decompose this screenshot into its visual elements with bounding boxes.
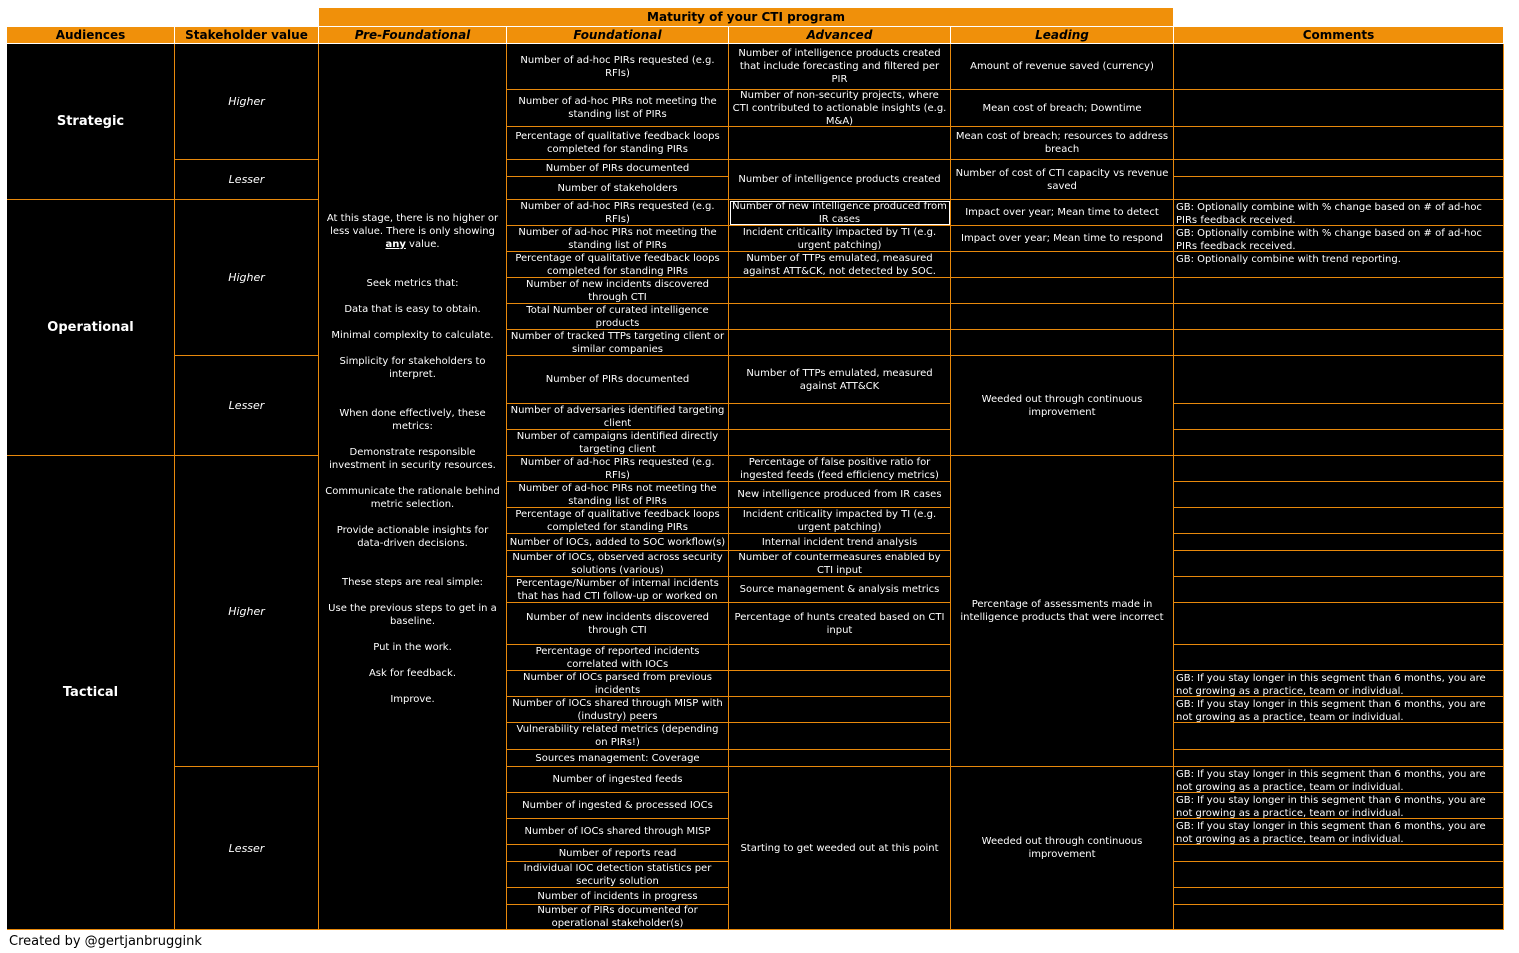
foundational-metric: Number of incidents in progress bbox=[507, 888, 729, 905]
foundational-metric: Number of campaigns identified directly targeting client bbox=[507, 430, 729, 456]
advanced-metric bbox=[729, 723, 951, 750]
intro-emphasis: any bbox=[385, 239, 406, 250]
foundational-metric: Number of new incidents discovered through CTI bbox=[507, 278, 729, 304]
advanced-metric: Number of intelligence products created bbox=[729, 160, 951, 200]
comment-cell: GB: Optionally combine with % change based on # of ad-hoc PIRs feedback received. bbox=[1174, 200, 1504, 226]
advanced-metric: Internal incident trend analysis bbox=[729, 534, 951, 551]
foundational-metric: Percentage/Number of internal incidents that has had CTI follow-up or worked on bbox=[507, 577, 729, 603]
leading-metric: Number of cost of CTI capacity vs revenue saved bbox=[951, 160, 1174, 200]
intro-end: value. bbox=[405, 239, 440, 250]
foundational-metric: Total Number of curated intelligence products bbox=[507, 304, 729, 330]
foundational-metric: Vulnerability related metrics (depending on PIRs!) bbox=[507, 723, 729, 750]
leading-metric: Amount of revenue saved (currency) bbox=[951, 44, 1174, 90]
value-strategic-lesser: Lesser bbox=[175, 160, 319, 200]
seek-item-2: Minimal complexity to calculate. bbox=[331, 330, 494, 341]
step-item-2: Put in the work. bbox=[373, 642, 452, 653]
effective-item-1: Demonstrate responsible investment in security resources. bbox=[329, 447, 496, 471]
effective-item-2: Communicate the rationale behind metric selection. bbox=[325, 486, 500, 510]
seek-item-3: Simplicity for stakeholders to interpret. bbox=[339, 356, 486, 380]
comment-cell-empty bbox=[1174, 456, 1504, 482]
value-operational-higher: Higher bbox=[175, 200, 319, 356]
effective-item-3: Provide actionable insights for data-driven decisions. bbox=[336, 525, 489, 549]
comment-cell-empty bbox=[1174, 278, 1504, 304]
advanced-metric: Source management & analysis metrics bbox=[729, 577, 951, 603]
leading-metric: Impact over year; Mean time to detect bbox=[951, 200, 1174, 226]
comment-cell-empty bbox=[1174, 304, 1504, 330]
advanced-metric: Number of new intelligence produced from IR cases bbox=[729, 200, 951, 226]
step-item-4: Improve. bbox=[390, 694, 435, 705]
intro-start: At this stage, there is no higher or less value. There is only showing bbox=[326, 213, 499, 237]
comment-cell: GB: If you stay longer in this segment than 6 months, you are not growing as a practice, team or individual. bbox=[1174, 793, 1504, 819]
seek-item-1: Data that is easy to obtain. bbox=[344, 304, 481, 315]
value-tactical-higher: Higher bbox=[175, 456, 319, 767]
foundational-metric: Percentage of qualitative feedback loops completed for standing PIRs bbox=[507, 252, 729, 278]
audience-strategic: Strategic bbox=[7, 44, 175, 200]
foundational-metric: Number of reports read bbox=[507, 845, 729, 862]
maturity-title: Maturity of your CTI program bbox=[319, 8, 1174, 27]
foundational-metric: Number of PIRs documented bbox=[507, 356, 729, 404]
audience-operational: Operational bbox=[7, 200, 175, 456]
header-leading: Leading bbox=[951, 27, 1174, 44]
intro-text bbox=[323, 212, 502, 251]
comment-cell: GB: Optionally combine with % change based on # of ad-hoc PIRs feedback received. bbox=[1174, 226, 1504, 252]
advanced-metric: Number of TTPs emulated, measured against ATT&CK bbox=[729, 356, 951, 404]
header-comments: Comments bbox=[1174, 27, 1504, 44]
foundational-metric: Number of IOCs shared through MISP with (industry) peers bbox=[507, 697, 729, 723]
comment-cell-empty bbox=[1174, 888, 1504, 905]
comment-cell-empty bbox=[1174, 645, 1504, 671]
leading-metric bbox=[951, 278, 1174, 304]
comment-cell-empty bbox=[1174, 356, 1504, 404]
comment-cell-empty bbox=[1174, 404, 1504, 430]
step-item-1: Use the previous steps to get in a baseline. bbox=[328, 603, 497, 627]
leading-metric: Impact over year; Mean time to respond bbox=[951, 226, 1174, 252]
advanced-metric: Percentage of false positive ratio for ingested feeds (feed efficiency metrics) bbox=[729, 456, 951, 482]
leading-metric: Weeded out through continuous improvement bbox=[951, 356, 1174, 456]
comment-cell-empty bbox=[1174, 177, 1504, 200]
advanced-metric bbox=[729, 404, 951, 430]
comment-cell: GB: If you stay longer in this segment than 6 months, you are not growing as a practice, team or individual. bbox=[1174, 767, 1504, 793]
value-strategic-higher: Higher bbox=[175, 44, 319, 160]
foundational-metric: Number of IOCs, observed across security solutions (various) bbox=[507, 551, 729, 577]
comment-cell-empty bbox=[1174, 551, 1504, 577]
foundational-metric: Number of ingested feeds bbox=[507, 767, 729, 793]
advanced-metric: New intelligence produced from IR cases bbox=[729, 482, 951, 508]
leading-metric: Weeded out through continuous improvement bbox=[951, 767, 1174, 930]
comment-cell-empty bbox=[1174, 750, 1504, 767]
foundational-metric: Percentage of reported incidents correlated with IOCs bbox=[507, 645, 729, 671]
header-stakeholder-value: Stakeholder value bbox=[175, 27, 319, 44]
advanced-metric bbox=[729, 671, 951, 697]
pre-foundational-text bbox=[323, 212, 502, 706]
effective-heading: When done effectively, these metrics: bbox=[339, 408, 486, 432]
header-foundational: Foundational bbox=[507, 27, 729, 44]
header-advanced: Advanced bbox=[729, 27, 951, 44]
header-audiences: Audiences bbox=[7, 27, 175, 44]
comment-cell: GB: If you stay longer in this segment than 6 months, you are not growing as a practice, team or individual. bbox=[1174, 697, 1504, 723]
leading-metric bbox=[951, 330, 1174, 356]
comment-cell-empty bbox=[1174, 577, 1504, 603]
foundational-metric: Number of ad-hoc PIRs requested (e.g. RFIs) bbox=[507, 44, 729, 90]
foundational-metric: Number of PIRs documented for operational stakeholder(s) bbox=[507, 905, 729, 930]
header-pre-foundational: Pre-Foundational bbox=[319, 27, 507, 44]
comment-cell-empty bbox=[1174, 127, 1504, 160]
foundational-metric: Percentage of qualitative feedback loops completed for standing PIRs bbox=[507, 127, 729, 160]
advanced-metric: Incident criticality impacted by TI (e.g. urgent patching) bbox=[729, 226, 951, 252]
advanced-metric bbox=[729, 430, 951, 456]
foundational-metric: Number of new incidents discovered through CTI bbox=[507, 603, 729, 645]
footer-credit: Created by @gertjanbruggink bbox=[9, 934, 202, 949]
foundational-metric: Number of stakeholders bbox=[507, 177, 729, 200]
comment-cell-empty bbox=[1174, 508, 1504, 534]
foundational-metric: Sources management: Coverage bbox=[507, 750, 729, 767]
comment-cell-empty bbox=[1174, 44, 1504, 90]
advanced-metric: Number of non-security projects, where CTI contributed to actionable insights (e.g. M&A) bbox=[729, 90, 951, 127]
advanced-metric bbox=[729, 278, 951, 304]
advanced-metric bbox=[729, 330, 951, 356]
foundational-metric: Number of ad-hoc PIRs requested (e.g. RFIs) bbox=[507, 200, 729, 226]
value-tactical-lesser: Lesser bbox=[175, 767, 319, 930]
leading-metric: Percentage of assessments made in intelligence products that were incorrect bbox=[951, 456, 1174, 767]
comment-cell: GB: Optionally combine with trend reporting. bbox=[1174, 252, 1504, 278]
foundational-metric: Number of adversaries identified targeting client bbox=[507, 404, 729, 430]
comment-cell-empty bbox=[1174, 862, 1504, 888]
step-item-3: Ask for feedback. bbox=[368, 668, 457, 679]
foundational-metric: Number of ad-hoc PIRs not meeting the standing list of PIRs bbox=[507, 226, 729, 252]
foundational-metric: Number of ad-hoc PIRs requested (e.g. RFIs) bbox=[507, 456, 729, 482]
advanced-metric: Percentage of hunts created based on CTI input bbox=[729, 603, 951, 645]
advanced-metric bbox=[729, 697, 951, 723]
steps-heading: These steps are real simple: bbox=[341, 577, 483, 588]
foundational-metric: Number of ad-hoc PIRs not meeting the standing list of PIRs bbox=[507, 482, 729, 508]
advanced-metric bbox=[729, 645, 951, 671]
advanced-metric bbox=[729, 127, 951, 160]
comment-cell-empty bbox=[1174, 723, 1504, 750]
seek-heading: Seek metrics that: bbox=[366, 278, 459, 289]
advanced-metric: Number of countermeasures enabled by CTI input bbox=[729, 551, 951, 577]
comment-cell-empty bbox=[1174, 90, 1504, 127]
comment-cell-empty bbox=[1174, 330, 1504, 356]
leading-metric: Mean cost of breach; resources to address breach bbox=[951, 127, 1174, 160]
foundational-metric: Number of PIRs documented bbox=[507, 160, 729, 177]
advanced-metric: Number of TTPs emulated, measured against ATT&CK, not detected by SOC. bbox=[729, 252, 951, 278]
comment-cell: GB: If you stay longer in this segment than 6 months, you are not growing as a practice, team or individual. bbox=[1174, 671, 1504, 697]
comment-cell-empty bbox=[1174, 482, 1504, 508]
value-operational-lesser: Lesser bbox=[175, 356, 319, 456]
comment-cell-empty bbox=[1174, 160, 1504, 177]
comment-cell-empty bbox=[1174, 534, 1504, 551]
foundational-metric: Number of ingested & processed IOCs bbox=[507, 793, 729, 819]
comment-cell-empty bbox=[1174, 603, 1504, 645]
advanced-metric bbox=[729, 304, 951, 330]
leading-metric bbox=[951, 252, 1174, 278]
audience-tactical: Tactical bbox=[7, 456, 175, 930]
comment-cell-empty bbox=[1174, 905, 1504, 930]
foundational-metric: Number of IOCs, added to SOC workflow(s) bbox=[507, 534, 729, 551]
leading-metric: Mean cost of breach; Downtime bbox=[951, 90, 1174, 127]
foundational-metric: Number of IOCs parsed from previous incidents bbox=[507, 671, 729, 697]
comment-cell: GB: If you stay longer in this segment than 6 months, you are not growing as a practice, team or individual. bbox=[1174, 819, 1504, 845]
advanced-metric bbox=[729, 750, 951, 767]
foundational-metric: Individual IOC detection statistics per security solution bbox=[507, 862, 729, 888]
pre-foundational-guidance bbox=[319, 44, 507, 930]
foundational-metric: Number of ad-hoc PIRs not meeting the standing list of PIRs bbox=[507, 90, 729, 127]
foundational-metric: Percentage of qualitative feedback loops completed for standing PIRs bbox=[507, 508, 729, 534]
advanced-metric: Starting to get weeded out at this point bbox=[729, 767, 951, 930]
foundational-metric: Number of tracked TTPs targeting client or similar companies bbox=[507, 330, 729, 356]
advanced-metric: Incident criticality impacted by TI (e.g. urgent patching) bbox=[729, 508, 951, 534]
comment-cell-empty bbox=[1174, 845, 1504, 862]
comment-cell-empty bbox=[1174, 430, 1504, 456]
advanced-metric: Number of intelligence products created that include forecasting and filtered per PIR bbox=[729, 44, 951, 90]
foundational-metric: Number of IOCs shared through MISP bbox=[507, 819, 729, 845]
leading-metric bbox=[951, 304, 1174, 330]
